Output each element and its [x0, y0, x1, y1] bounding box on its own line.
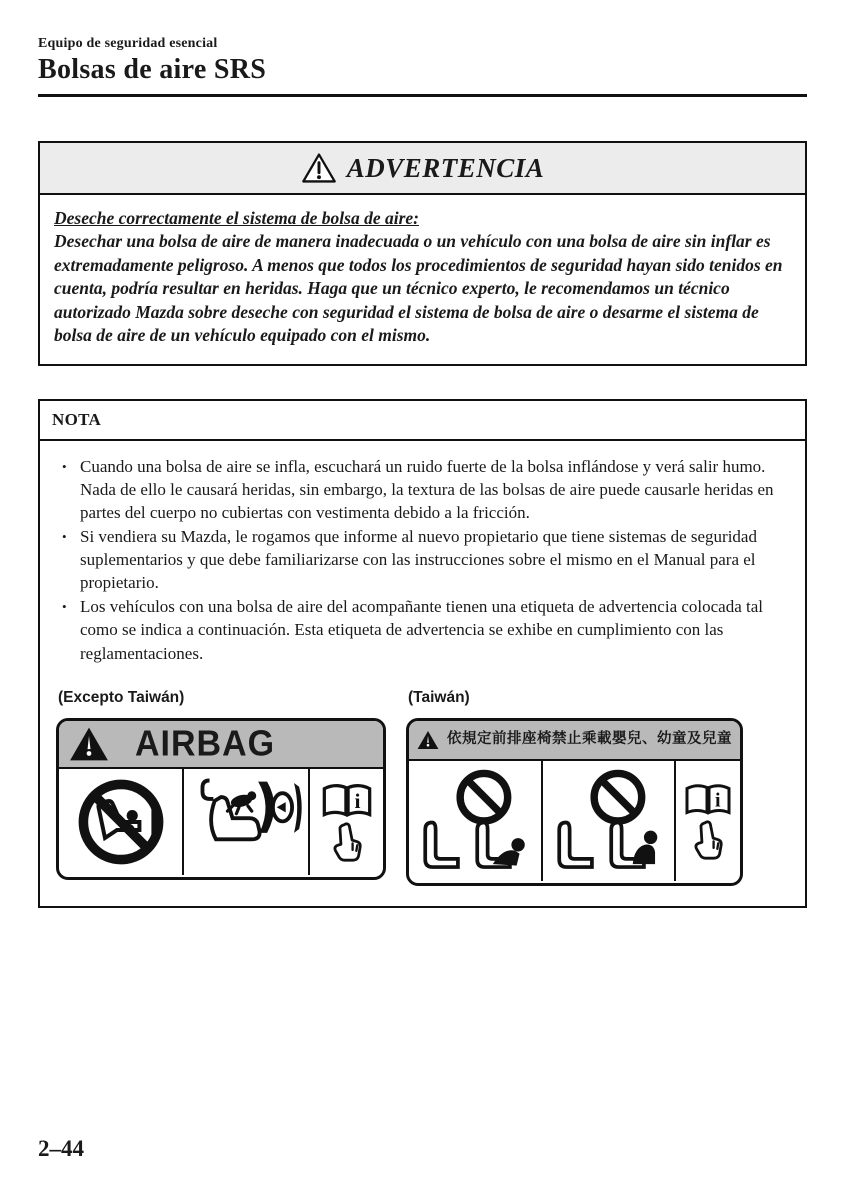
note-list: [56, 455, 787, 665]
warning-text: Desechar una bolsa de aire de manera inadecuada o un vehículo con una bolsa de aire sin inflar es extremadamente peligroso. A menos que todos los procedimientos de seguridad hayan sido tenidos en cuenta, podría resultar en heridas. Haga que un técnico experto, le recomendamos un técnico autorizado Mazda sobre deseche con seguridad el sistema de bolsa de aire o desarme el sistema de bolsa de aire de un vehículo equipado con el mismo.: [54, 231, 783, 346]
airbag-sticker-cells: [59, 769, 383, 875]
pointing-hand-icon: [689, 819, 727, 861]
sticker-cell-manual: [308, 769, 383, 875]
note-box-body: [40, 441, 805, 906]
figure-caption-left: (Excepto Taiwán): [58, 688, 185, 706]
warning-box: [38, 141, 807, 366]
airbag-word: AIRBAG: [135, 723, 276, 764]
note-box: [38, 399, 807, 908]
taiwan-warning-sticker: [406, 718, 743, 886]
note-item: • Los vehículos con una bolsa de aire del acompañante tienen una etiqueta de advertencia colocada tal como se indica a continuación. Esta etiqueta de advertencia se exhibe en cumplimiento con las reglamentaciones.: [56, 595, 787, 664]
section-label: Equipo de seguridad esencial: [38, 36, 218, 51]
airbag-warning-sticker: [56, 718, 386, 880]
page-title: Bolsas de aire SRS: [38, 54, 267, 85]
no-rear-facing-child-seat-icon: [73, 774, 169, 870]
warning-box-header: [40, 143, 805, 195]
figure-caption-right: (Taiwán): [408, 688, 470, 706]
no-child-on-front-seat-icon: [414, 769, 536, 873]
sticker-cell-no-infant: [409, 761, 541, 881]
taiwan-label-text: 依規定前排座椅禁止乘載嬰兒、幼童及兒童: [447, 730, 732, 747]
pointing-hand-icon: [327, 821, 367, 863]
title-divider: [38, 94, 807, 97]
warning-triangle-solid-icon: [69, 726, 109, 762]
svg-text:i: i: [354, 788, 361, 813]
owners-manual-book-icon: [683, 781, 733, 817]
page-number: 2–44: [38, 1136, 84, 1161]
warning-heading: Deseche correctamente el sistema de bolsa de aire:: [54, 208, 419, 228]
note-item: • Si vendiera su Mazda, le rogamos que informe al nuevo propietario que tiene sistemas de seguridad suplementarios y que debe familiarizarse con las instrucciones sobre el mismo en el Manual para el propietario.: [56, 525, 787, 594]
figure-taiwan: [406, 687, 787, 886]
airbag-sticker-band: [59, 721, 383, 769]
sticker-cell-deployment: [182, 769, 308, 875]
sticker-cell-prohibition: [59, 769, 182, 875]
warning-body: [40, 195, 805, 364]
figure-except-taiwan: [56, 687, 406, 886]
warning-triangle-outline-icon: [301, 152, 337, 184]
taiwan-sticker-band: [409, 721, 740, 761]
sticker-cell-no-child: [541, 761, 673, 881]
note-box-header: NOTA: [40, 401, 805, 441]
warning-triangle-solid-icon: [417, 724, 439, 756]
svg-text:i: i: [714, 789, 721, 812]
no-child-on-front-seat-icon: [548, 769, 670, 873]
note-item: • Cuando una bolsa de aire se infla, escuchará un ruido fuerte de la bolsa inflándose y verá salir humo. Nada de ello le causará heridas, sin embargo, la textura de las bolsas de aire puede causarle heridas en partes del cuerpo no cubiertas con vestimenta debido a la fricción.: [56, 455, 787, 524]
airbag-deployment-icon: [190, 774, 302, 870]
warning-label-figures: [56, 687, 787, 886]
warning-title: ADVERTENCIA: [346, 152, 545, 183]
sticker-cell-manual: [674, 761, 740, 881]
taiwan-sticker-cells: [409, 761, 740, 881]
owners-manual-book-icon: [320, 781, 374, 819]
